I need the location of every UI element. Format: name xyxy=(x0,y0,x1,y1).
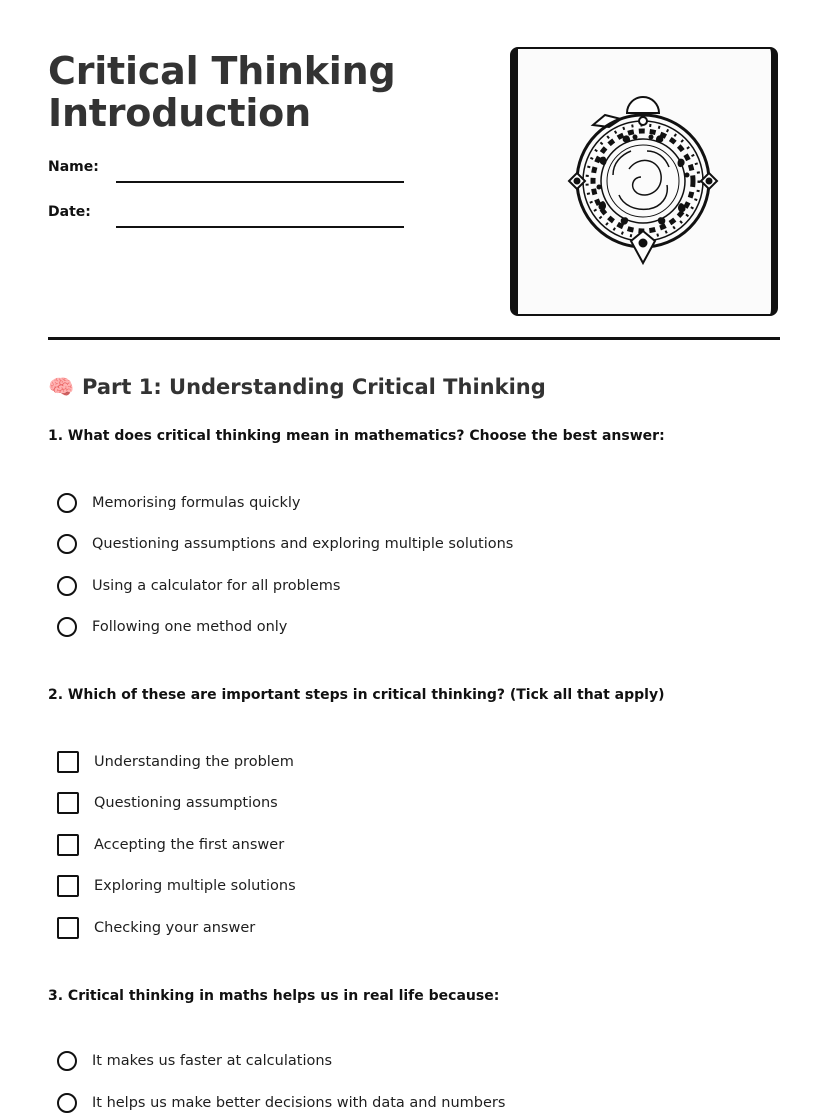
checkbox[interactable] xyxy=(57,834,79,856)
q3-option-2[interactable] xyxy=(57,1090,505,1116)
question-3-text: 3. Critical thinking in maths helps us in real life because: xyxy=(48,988,500,1004)
option-label: Questioning assumptions xyxy=(94,795,278,811)
option-label: Exploring multiple solutions xyxy=(94,878,296,894)
radio-button[interactable] xyxy=(57,1051,77,1071)
part1-heading-text: Part 1: Understanding Critical Thinking xyxy=(82,375,546,399)
radio-button[interactable] xyxy=(57,617,77,637)
brain-icon: 🧠 xyxy=(48,375,75,399)
option-label: It makes us faster at calculations xyxy=(92,1053,333,1069)
radio-button[interactable] xyxy=(57,576,77,596)
name-label: Name: xyxy=(48,159,99,175)
option-label: Using a calculator for all problems xyxy=(92,578,341,594)
question-1-text: 1. What does critical thinking mean in mathematics? Choose the best answer: xyxy=(48,428,665,444)
q1-option-4[interactable] xyxy=(57,614,287,640)
q2-option-5[interactable] xyxy=(57,915,255,941)
name-field[interactable] xyxy=(116,181,404,183)
q3-option-1[interactable] xyxy=(57,1048,332,1074)
radio-button[interactable] xyxy=(57,534,77,554)
part1-heading xyxy=(48,375,546,400)
checkbox[interactable] xyxy=(57,875,79,897)
q2-option-2[interactable] xyxy=(57,790,278,816)
q2-option-4[interactable] xyxy=(57,873,296,899)
mandala-illustration-icon xyxy=(518,49,771,314)
q1-option-1[interactable] xyxy=(57,490,300,516)
checkbox[interactable] xyxy=(57,917,79,939)
worksheet-title xyxy=(48,50,468,134)
option-label: Checking your answer xyxy=(94,920,256,936)
date-field[interactable] xyxy=(116,226,404,228)
checkbox[interactable] xyxy=(57,751,79,773)
option-label: Accepting the first answer xyxy=(94,837,285,853)
checkbox[interactable] xyxy=(57,792,79,814)
illustration-frame xyxy=(510,47,778,316)
q2-option-1[interactable] xyxy=(57,749,294,775)
title-line-1: Critical Thinking xyxy=(48,49,396,93)
option-label: Memorising formulas quickly xyxy=(92,495,301,511)
q2-option-3[interactable] xyxy=(57,832,284,858)
q1-option-2[interactable] xyxy=(57,531,513,557)
radio-button[interactable] xyxy=(57,1093,77,1113)
question-2-text: 2. Which of these are important steps in critical thinking? (Tick all that apply) xyxy=(48,687,665,703)
option-label: Following one method only xyxy=(92,619,288,635)
radio-button[interactable] xyxy=(57,493,77,513)
date-label: Date: xyxy=(48,204,91,220)
q1-option-3[interactable] xyxy=(57,573,340,599)
title-line-2: Introduction xyxy=(48,91,311,135)
option-label: Understanding the problem xyxy=(94,754,294,770)
header-divider xyxy=(48,337,780,340)
option-label: Questioning assumptions and exploring multiple solutions xyxy=(92,536,514,552)
option-label: It helps us make better decisions with data and numbers xyxy=(92,1095,506,1111)
